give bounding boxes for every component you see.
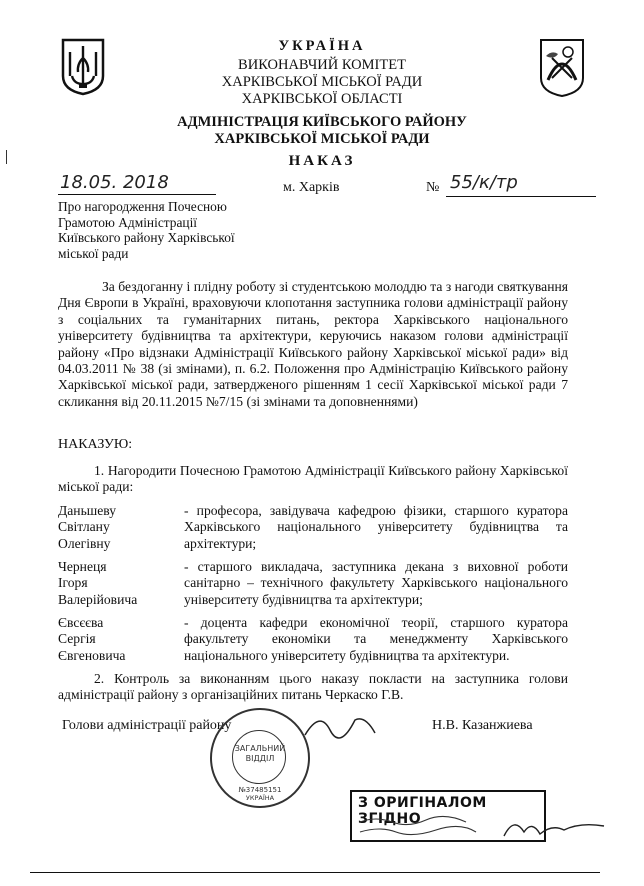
stamp-number: №37485151 xyxy=(238,786,282,794)
order-item-2: 2. Контроль за виконанням цього наказу покласти на заступника голови адміністрації району з організаційних питань Черкаско Г.В. xyxy=(58,671,568,703)
subject-line-3: Київського району Харківської xyxy=(58,230,235,245)
committee-line-1: ВИКОНАВЧИЙ КОМІТЕТ xyxy=(238,57,406,73)
number-label: № xyxy=(426,180,440,195)
number-handwritten: 55/к/тр xyxy=(450,172,518,193)
recipient-2-description: - старшого викладача, заступника декана з виховної роботи санітарно – технічного факультету Харківського національного університету будівництва та архітектури; xyxy=(184,559,568,607)
recipient-1-description: - професора, завідувача кафедрою фізики, старшого куратора Харківського національного університету будівництва та архітектури; xyxy=(184,503,568,551)
admin-line-1: АДМІНІСТРАЦІЯ КИЇВСЬКОГО РАЙОНУ xyxy=(177,114,467,130)
signature-scribble-icon xyxy=(300,705,380,745)
stamp-center-text: ЗАГАЛЬНИЙ ВІДДІЛ xyxy=(234,744,286,763)
recipient-3-name: Євсєєва Сергія Євгеновича xyxy=(58,615,126,663)
city: м. Харків xyxy=(283,180,340,195)
date-handwritten: 18.05. 2018 xyxy=(60,172,169,193)
round-stamp xyxy=(210,708,310,808)
recipient-1-name: Даньшеву Світлану Олегівну xyxy=(58,503,117,551)
subject-line-1: Про нагородження Почесною xyxy=(58,199,227,214)
stamp-country: УКРАЇНА xyxy=(245,794,275,802)
document-type: НАКАЗ xyxy=(288,153,356,169)
page-bottom-rule xyxy=(30,872,600,873)
order-word: НАКАЗУЮ: xyxy=(58,437,133,452)
recipient-3-description: - доцента кафедри економічної теорії, старшого куратора факультету економіки та менеджменту Харківського національного університету будівництва та архітектури. xyxy=(184,615,568,663)
signature-position: Голови адміністрації району xyxy=(62,718,232,733)
committee-line-3: ХАРКІВСЬКОЇ ОБЛАСТІ xyxy=(241,91,403,107)
committee-line-2: ХАРКІВСЬКОЇ МІСЬКОЇ РАДИ xyxy=(221,74,423,90)
signature-name: Н.В. Казанжиева xyxy=(432,718,533,733)
subject-block xyxy=(58,199,235,261)
left-margin-mark xyxy=(6,150,7,164)
order-item-1: 1. Нагородити Почесною Грамотою Адміністрації Київського району Харківської міської ради: xyxy=(58,463,568,495)
recipient-2-name: Чернеця Ігоря Валерійовича xyxy=(58,559,138,607)
subject-line-4: міської ради xyxy=(58,245,129,261)
date-underline xyxy=(58,194,216,195)
copy-stamp-signature-icon xyxy=(500,812,610,842)
copy-stamp-title: З ОРИГІНАЛОМ ЗГІДНО xyxy=(358,795,487,827)
number-underline xyxy=(446,196,596,197)
preamble: За бездоганну і плідну роботу зі студентською молоддю та з нагоди святкування Дня Європи в Україні, враховуючи клопотання заступника голови адміністрації району з соціальних та гуманітарних питань, ректора Харківського національного університету будівництва та архітектури, керуючись наказом голови адміністрації району «Про відзнаки Адміністрації Київського району Харківської міської ради» від 04.03.2011 № 38 (зі змінами), п. 6.2. Положення про Адміністрацію Київського району Харківської міської ради, затвердженого рішенням 1 сесії Харківської міської ради 7 скликання від 20.11.2015 №7/15 (зі змінами та доповненнями) xyxy=(58,279,568,409)
country-name: УКРАЇНА xyxy=(278,38,366,54)
admin-line-2: ХАРКІВСЬКОЇ МІСЬКОЇ РАДИ xyxy=(214,131,430,147)
subject-line-2: Грамотою Адміністрації xyxy=(58,214,198,230)
